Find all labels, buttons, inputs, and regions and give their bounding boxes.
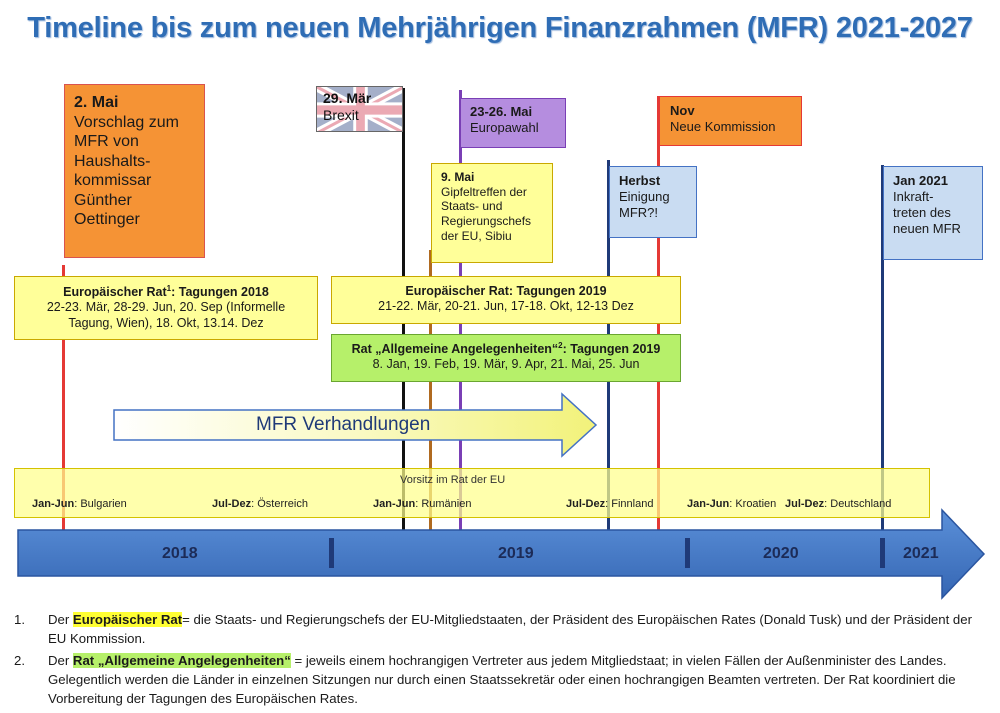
- presidency-period: Jan-Jun: [687, 498, 730, 510]
- presidency-period: Jul-Dez: [785, 498, 825, 510]
- event-text-line: Inkraft-: [893, 188, 934, 204]
- event-date: Herbst: [619, 173, 661, 188]
- event-text-line: Haushalts-: [74, 152, 151, 170]
- year-label-2018: 2018: [162, 545, 198, 562]
- event-box-jan2021: [883, 166, 983, 260]
- event-text-line: treten des: [893, 204, 951, 220]
- footnote-number: 1.: [14, 612, 25, 627]
- footnote-term: Rat „Allgemeine Angelegenheiten“: [72, 653, 291, 668]
- general-affairs-title: Rat „Allgemeine Angelegenheiten“: [351, 342, 559, 357]
- footnote-marker: 2: [558, 341, 563, 350]
- event-date: Nov: [670, 103, 695, 118]
- year-label-2019: 2019: [498, 545, 534, 562]
- page-title: Timeline bis zum neuen Mehrjährigen Finanzrahmen (MFR) 2021-2027: [27, 12, 973, 44]
- event-text-line: Günther: [74, 191, 132, 209]
- presidency-item: Jul-Dez: Finnland: [566, 498, 654, 510]
- presidency-item: Jul-Dez: Österreich: [212, 498, 308, 510]
- event-box-mai2: [64, 84, 205, 258]
- footnote-pre: Der: [48, 612, 73, 627]
- event-date: 2. Mai: [74, 94, 119, 111]
- footnote-marker: 1: [166, 284, 172, 293]
- event-date: 23-26. Mai: [470, 104, 533, 119]
- event-date: Jan 2021: [893, 173, 948, 188]
- presidency-period: Jul-Dez: [566, 498, 606, 510]
- event-box-europawahl: [460, 98, 566, 148]
- event-box-nov: [659, 96, 802, 146]
- council-2018-dates: 22-23. Mär, 28-29. Jun, 20. Sep (Informelle: [46, 300, 286, 315]
- presidency-period: Jan-Jun: [373, 498, 416, 510]
- presidency-period: Jan-Jun: [32, 498, 75, 510]
- general-affairs-dates: 8. Jan, 19. Feb, 19. Mär, 9. Apr, 21. Mai, 25. Jun: [372, 357, 640, 372]
- general-affairs-title-rest: : Tagungen 2019: [562, 342, 661, 357]
- year-divider: [329, 538, 334, 568]
- presidency-country: Österreich: [257, 498, 308, 510]
- event-box-brexit: [316, 86, 403, 132]
- presidency-item: Jan-Jun: Bulgarien: [32, 498, 127, 510]
- event-text: Europawahl: [470, 119, 539, 135]
- presidency-item: Jan-Jun: Kroatien: [687, 498, 777, 510]
- council-2019-box: [331, 276, 681, 324]
- event-text-line: neuen MFR: [893, 220, 961, 236]
- negotiations-label: MFR Verhandlungen: [256, 414, 431, 435]
- presidency-country: Kroatien: [735, 498, 777, 510]
- event-text-line: Gipfeltreffen der: [441, 184, 527, 199]
- footnote-pre: Der: [48, 653, 73, 668]
- event-date: 29. Mär: [323, 90, 372, 106]
- event-text-line: Einigung: [619, 188, 670, 204]
- event-text: Neue Kommission: [670, 118, 776, 134]
- presidency-country: Finnland: [611, 498, 654, 510]
- year-label-2020: 2020: [763, 545, 799, 562]
- presidency-country: Bulgarien: [80, 498, 127, 510]
- council-2018-dates: Tagung, Wien), 18. Okt, 13.14. Dez: [68, 315, 264, 330]
- event-box-sibiu: [431, 163, 553, 263]
- council-2018-title-rest: : Tagungen 2018: [171, 285, 269, 300]
- event-text: Brexit: [323, 107, 359, 124]
- footnote-term: Europäischer Rat: [72, 612, 183, 627]
- council-2018-title: Europäischer Rat: [63, 285, 167, 300]
- presidency-item: Jul-Dez: Deutschland: [785, 498, 892, 510]
- year-divider: [880, 538, 885, 568]
- general-affairs-box: [331, 334, 681, 382]
- presidency-item: Jan-Jun: Rumänien: [373, 498, 472, 510]
- council-2019-title: Europäischer Rat: Tagungen 2019: [405, 284, 607, 298]
- footnote-number: 2.: [14, 653, 25, 668]
- event-text-line: Vorschlag zum: [74, 113, 179, 131]
- event-text-line: Staats- und: [441, 199, 503, 214]
- event-box-herbst: [609, 166, 697, 238]
- event-date: 9. Mai: [441, 170, 475, 184]
- footnote-text: = jeweils einem hochrangigen Vertreter aus jedem Mitgliedstaat; in vielen Fällen der Außenminister des Landes. Gelegentlich werden die Länder in einzelnen Sitzungen nur durch einen Staatssekretär oder einen hochrangigen Beamten vertreten. Der Rat koordiniert die Vorbereitung der Tagungen des Europäischen Rates.: [48, 653, 956, 706]
- event-text-line: kommissar: [74, 172, 152, 190]
- year-label-2021: 2021: [903, 545, 939, 562]
- presidency-country: Rumänien: [421, 498, 472, 510]
- year-divider: [685, 538, 690, 568]
- event-text-line: Regierungschefs: [441, 213, 532, 228]
- event-text-line: der EU, Sibiu: [441, 228, 512, 243]
- event-text-line: MFR von: [74, 133, 139, 151]
- presidency-country: Deutschland: [830, 498, 892, 510]
- event-text-line: MFR?!: [619, 204, 658, 220]
- council-2018-box: [14, 276, 318, 340]
- presidency-title: Vorsitz im Rat der EU: [400, 474, 506, 486]
- event-text-line: Oettinger: [74, 211, 140, 229]
- footnote-text: = die Staats- und Regierungschefs der EU-Mitgliedstaaten, der Präsident des Europäischen Rates (Donald Tusk) und der Präsident der EU Kommission.: [48, 612, 972, 646]
- presidency-period: Jul-Dez: [212, 498, 252, 510]
- council-2019-dates: 21-22. Mär, 20-21. Jun, 17-18. Okt, 12-13 Dez: [378, 299, 634, 314]
